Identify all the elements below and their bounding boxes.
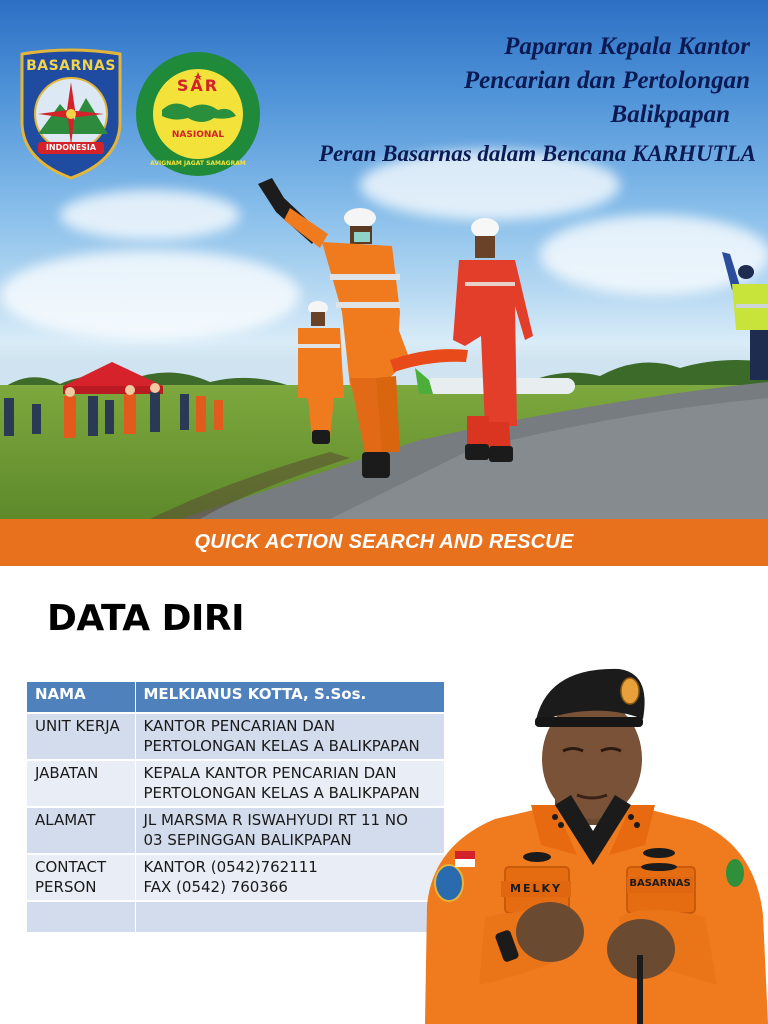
table-row	[27, 713, 444, 760]
tagline-text: QUICK ACTION SEARCH AND RESCUE	[194, 531, 574, 553]
basarnas-logo-bottom-text: INDONESIA	[45, 143, 97, 152]
tagline-banner	[0, 519, 768, 566]
sar-logo-middle-text: NASIONAL	[171, 130, 225, 140]
row-value	[135, 760, 444, 807]
row-label-line: PERSON	[35, 878, 97, 896]
sar-nasional-logo	[134, 50, 262, 178]
portrait-name-tag: MELKY	[510, 882, 562, 895]
row-value-line: KANTOR PENCARIAN DAN	[143, 717, 336, 735]
portrait-chest-patch: BASARNAS	[629, 878, 691, 889]
table-row	[27, 807, 444, 854]
row-value	[135, 854, 444, 901]
row-value-line: 03 SEPINGGAN BALIKPAPAN	[143, 831, 352, 849]
table-header-label: NAMA	[27, 682, 135, 713]
table-header-row	[27, 682, 444, 713]
presentation-subtitle: Peran Basarnas dalam Bencana KARHUTLA	[318, 141, 756, 166]
title-line: Balikpapan	[610, 101, 730, 128]
rescuer-back	[284, 298, 354, 448]
row-value-line: KANTOR (0542)762111	[143, 858, 318, 876]
row-label	[27, 854, 135, 901]
profile-table	[27, 682, 445, 932]
row-label-line: UNIT KERJA	[35, 717, 120, 735]
row-value-line: PERTOLONGAN KELAS A BALIKPAPAN	[143, 737, 420, 755]
row-value	[135, 713, 444, 760]
table-row	[27, 901, 444, 932]
row-label	[27, 713, 135, 760]
table-row	[27, 854, 444, 901]
row-label	[27, 760, 135, 807]
row-value-line: FAX (0542) 760366	[143, 878, 288, 896]
row-value-line: PERTOLONGAN KELAS A BALIKPAPAN	[143, 784, 420, 802]
marshal	[716, 250, 768, 380]
row-label	[27, 901, 135, 932]
table-header-value: MELKIANUS KOTTA, S.Sos.	[135, 682, 444, 713]
row-value	[135, 807, 444, 854]
title-line: Paparan Kepala Kantor	[504, 33, 750, 60]
basarnas-logo-top-text: BASARNAS	[26, 58, 116, 74]
officer-portrait	[405, 655, 768, 1024]
row-label-line: ALAMAT	[35, 811, 96, 829]
sar-logo-ring-text: AVIGNAM JAGAT SAMAGRAM	[150, 160, 246, 167]
section-title: DATA DIRI	[47, 598, 244, 639]
row-value-line: KEPALA KANTOR PENCARIAN DAN	[143, 764, 397, 782]
cloud	[60, 190, 240, 240]
rescuer-right	[445, 216, 545, 464]
sar-logo-top-text: SAR	[176, 76, 220, 95]
table-row	[27, 760, 444, 807]
presentation-title	[310, 30, 750, 132]
row-label-line: JABATAN	[35, 764, 99, 782]
title-line: Pencarian dan Pertolongan	[463, 67, 750, 94]
row-label-line: CONTACT	[35, 858, 107, 876]
row-value-line: JL MARSMA R ISWAHYUDI RT 11 NO	[143, 811, 408, 829]
row-value	[135, 901, 444, 932]
row-label	[27, 807, 135, 854]
